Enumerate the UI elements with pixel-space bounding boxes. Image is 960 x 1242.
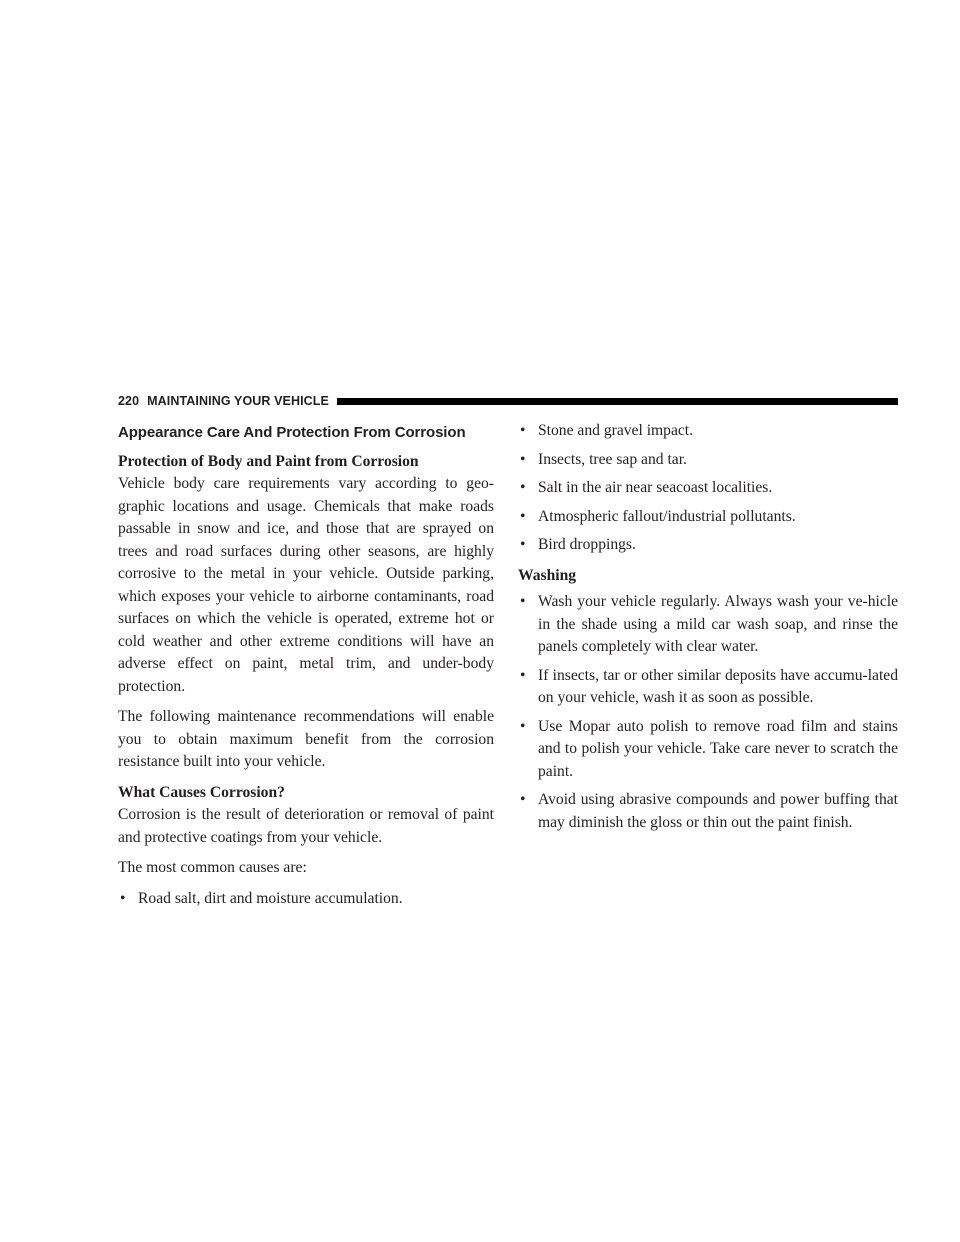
list-item: • Insects, tree sap and tar. bbox=[518, 449, 898, 472]
left-column bbox=[118, 420, 494, 910]
causes-list bbox=[118, 888, 494, 911]
bullet-icon: • bbox=[520, 791, 526, 808]
washing-heading: Washing bbox=[518, 566, 577, 584]
causes-paragraph: Corrosion is the result of deterioration or removal of paint and protective coatings from your vehicle. bbox=[118, 806, 494, 846]
bullet-icon: • bbox=[520, 479, 526, 496]
washing-list bbox=[518, 591, 898, 834]
page-title: Appearance Care And Protection From Corrosion bbox=[118, 424, 466, 441]
list-item: • Avoid using abrasive compounds and power buffing that may diminish the gloss or thin out the paint finish. bbox=[520, 791, 898, 831]
bullet-icon: • bbox=[520, 507, 526, 525]
list-item: • Use Mopar auto polish to remove road film and stains and to polish your vehicle. Take care never to scratch the paint. bbox=[520, 717, 898, 780]
list-item: • Road salt, dirt and moisture accumulation. bbox=[118, 888, 494, 911]
bullet-icon: • bbox=[520, 450, 526, 468]
list-item: • Stone and gravel impact. bbox=[518, 420, 898, 443]
protection-heading: Protection of Body and Paint from Corrosion bbox=[118, 452, 419, 470]
list-item: • If insects, tar or other similar deposits have accumu-lated on your vehicle, wash it as soon as possible. bbox=[520, 666, 898, 706]
list-item: • Salt in the air near seacoast localities. bbox=[518, 477, 898, 500]
bullet-icon: • bbox=[120, 889, 126, 907]
causes-list-continued bbox=[518, 420, 898, 557]
bullet-icon: • bbox=[520, 536, 526, 553]
list-item: • Wash your vehicle regularly. Always wash your ve-hicle in the shade using a mild car wash soap, and rinse the panels completely with clear water. bbox=[520, 593, 898, 655]
bullet-icon: • bbox=[520, 666, 526, 684]
list-item: • Bird droppings. bbox=[518, 534, 898, 557]
causes-heading: What Causes Corrosion? bbox=[118, 783, 285, 801]
common-causes-intro: The most common causes are: bbox=[118, 859, 307, 876]
running-header bbox=[118, 390, 898, 412]
maintenance-paragraph: The following maintenance recommendations will enable you to obtain maximum benefit from the corrosion resistance built into your vehicle. bbox=[118, 708, 494, 770]
header-rule bbox=[337, 398, 898, 405]
page-number: 220 bbox=[118, 394, 140, 408]
list-item: • Atmospheric fallout/industrial pollutants. bbox=[518, 506, 898, 529]
bullet-icon: • bbox=[520, 717, 526, 735]
bullet-icon: • bbox=[520, 593, 526, 610]
section-title: MAINTAINING YOUR VEHICLE bbox=[147, 394, 329, 408]
protection-paragraph: Vehicle body care requirements vary according to geo-graphic locations and usage. Chemicals that make roads passable in snow and ice, and those that are sprayed on trees and road surfaces during other seasons, are highly corrosive to the metal in your vehicle. Outside parking, which exposes your vehicle to airborne contaminants, road surfaces on which the vehicle is operated, extreme hot or cold weather and other extreme conditions will have an adverse effect on paint, metal trim, and under-body protection. bbox=[118, 475, 494, 695]
bullet-icon: • bbox=[520, 422, 526, 439]
right-column bbox=[518, 420, 898, 834]
